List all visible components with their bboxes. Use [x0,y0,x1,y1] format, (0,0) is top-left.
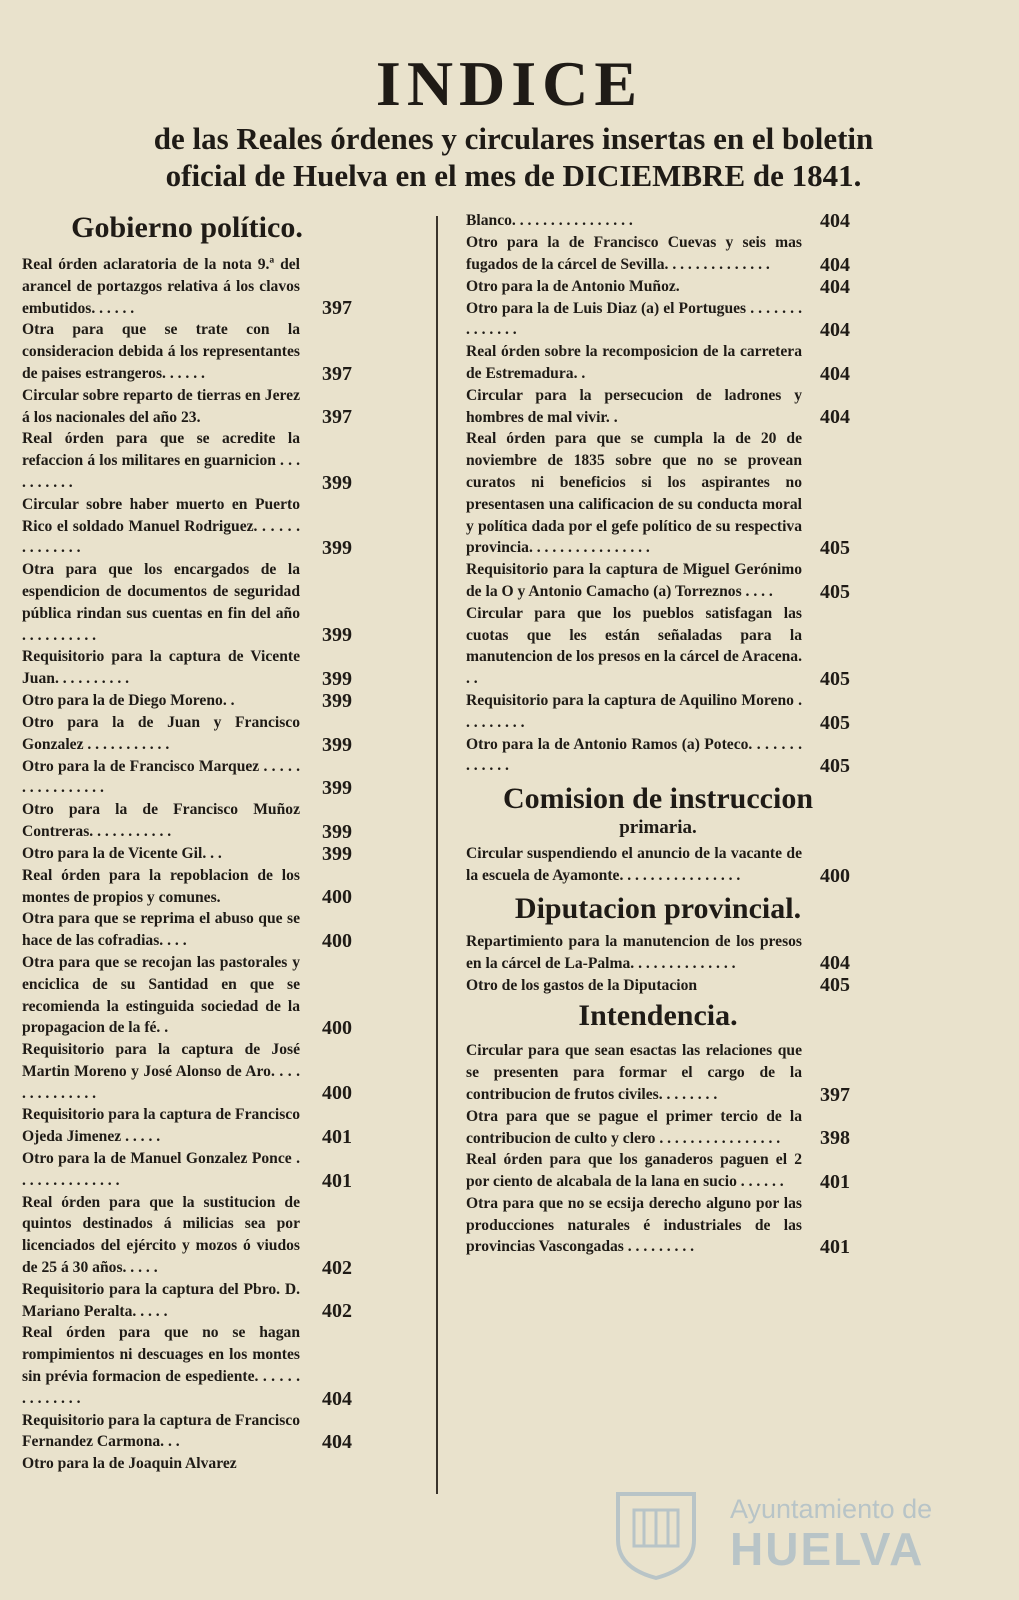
entry-text: Otra para que los encargados de la espendicion de documentos de seguridad pública rindan sus cuentas en fin del año . . . . . . . . . . [22,561,300,644]
index-entry [466,559,850,603]
index-entry [22,494,352,559]
entry-page-number: 399 [322,624,352,647]
index-entry [466,690,850,734]
index-entry [466,1106,850,1150]
section-intendencia: Intendencia. [578,999,738,1033]
entry-text: Otro para la de Joaquin Alvarez [22,1455,237,1473]
entry-page-number: 399 [322,471,352,494]
entry-page-number: 400 [820,864,850,887]
entry-page-number: 399 [322,777,352,800]
entry-text: Otro para la de Juan y Francisco Gonzalez . . . . . . . . . . . [22,713,300,753]
entry-text: Real órden sobre la recomposicion de la carretera de Estremadura. . [466,343,802,382]
index-entry [22,799,352,843]
right-entry-list-a [466,210,850,777]
index-entry [466,734,850,778]
watermark [612,1488,932,1580]
entry-page-number: 399 [322,537,352,560]
index-entry [466,298,850,342]
entry-text: Circular para la persecucion de ladrones y hombres de mal vivir. . [466,386,802,426]
entry-page-number: 399 [322,689,352,712]
entry-page-number: 402 [322,1300,352,1323]
watermark-line-1: Ayuntamiento de [730,1494,933,1524]
entry-page-number: 404 [322,1431,352,1454]
index-entry [22,1322,352,1409]
document-header [0,48,1019,194]
subtitle-line-2: oficial de Huelva en el mes de DICIEMBRE de 1841. [165,158,862,193]
entry-page-number: 399 [322,842,352,865]
index-entry [466,603,850,690]
index-entry [22,1148,352,1192]
entry-page-number: 404 [820,406,850,429]
index-entry [466,276,850,298]
index-entry [466,1149,850,1193]
index-entry [22,712,352,756]
entry-text: Requisitorio para la captura de Aquilino Moreno . . . . . . . . . [466,691,802,731]
entry-page-number: 404 [820,275,850,298]
entry-page-number: 405 [820,667,850,690]
entry-page-number: 399 [322,667,352,690]
index-entry [466,1040,850,1105]
index-entry [466,843,850,887]
index-entry [466,1193,850,1258]
entry-text: Real órden aclaratoria de la nota 9.ª del arancel de portazgos relativa á los clavos embutidos. . . . . . [22,256,300,317]
index-entry [22,865,352,909]
entry-text: Circular sobre reparto de tierras en Jerez á los nacionales del año 23. [22,386,300,426]
index-entry [22,690,352,712]
index-entry [22,559,352,646]
entry-text: Requisitorio para la captura de Miguel Gerónimo de la O y Antonio Camacho (a) Torreznos . . . . [466,561,802,600]
entry-text: Requisitorio para la captura de Vicente Juan. . . . . . . . . . [22,648,300,688]
entry-text: Otro de los gastos de la Diputacion [466,976,698,994]
entry-page-number: 400 [322,1082,352,1105]
section-comision-instruccion: Comision de instruccion [502,782,814,816]
entry-text: Otro para la de Francisco Cuevas y seis mas fugados de la cárcel de Sevilla. . . . . . . . . . . . . . [466,234,802,273]
entry-text: Real órden para que se acredite la refaccion á los militares en guarnicion . . . . . . . . . . [22,430,300,491]
entry-text: Real órden para que los ganaderos paguen el 2 por ciento de alcabala de la lana en sucio . . . . . . [466,1151,802,1191]
entry-page-number: 401 [322,1169,352,1192]
index-entry [22,952,352,1039]
entry-page-number: 404 [820,253,850,276]
watermark-line-2: HUELVA [730,1523,925,1575]
entry-page-number: 400 [322,929,352,952]
entry-text: Circular para que los pueblos satisfagan las cuotas que les están señaladas para la manutencion de los presos en la cárcel de Aracena. . . [466,604,802,688]
entry-page-number: 405 [820,974,850,997]
section-gobierno-politico: Gobierno político. [71,211,303,244]
entry-text: Requisitorio para la captura de Francisco Ojeda Jimenez . . . . . [22,1106,300,1146]
right-entry-list-c [466,931,850,997]
index-entry [22,428,352,493]
index-entry [22,756,352,800]
index-entry [466,210,850,232]
entry-text: Otra para que se reprima el abuso que se hace de las cofradias. . . . [22,910,300,950]
index-title: INDICE [375,48,644,119]
entry-text: Otro para la de Luis Diaz (a) el Portugues . . . . . . . . . . . . . . [466,299,802,339]
index-entry [22,385,352,429]
index-entry [466,232,850,276]
entry-text: Otro para la de Vicente Gil. . . [22,844,222,862]
entry-text: Requisitorio para la captura de Francisco Fernandez Carmona. . . [22,1411,300,1451]
index-entry [22,843,352,865]
entry-text: Otra para que se recojan las pastorales y enciclica de su Santidad en que se recomienda la estinguida sociedad de la propagacion de la fé. . [22,953,300,1037]
index-entry [22,908,352,952]
index-entry [466,974,850,996]
entry-text: Otro para la de Manuel Gonzalez Ponce . . . . . . . . . . . . . . [22,1150,300,1189]
entry-page-number: 397 [322,297,352,320]
entry-page-number: 405 [820,755,850,778]
entry-text: Circular suspendiendo el anuncio de la vacante de la escuela de Ayamonte. . . . . . . . . . . . . . . . [466,845,802,884]
index-entry [22,1453,352,1475]
entry-text: Otro para la de Francisco Marquez . . . . . . . . . . . . . . . . [22,757,300,797]
entry-page-number: 404 [820,952,850,975]
entry-page-number: 397 [820,1083,850,1106]
entry-text: Real órden para que se cumpla la de 20 de noviembre de 1835 sobre que no se provean curatos ni beneficios si los aspirantes no presentasen una calificacion de su conducta moral y política dada por el gefe político de su respectiva provincia. . . . . . . . . . . . . . . . [466,430,802,557]
entry-text: Otra para que no se ecsija derecho alguno por las producciones naturales é industriales de las provincias Vascongadas . . . . . . . . . [466,1194,802,1256]
entry-text: Requisitorio para la captura de José Martin Moreno y José Alonso de Aro. . . . . . . . . . . . . . [22,1041,300,1102]
entry-text: Real órden para que no se hagan rompimientos ni descuages en los montes sin prévia formacion de espediente. . . . . . . . . . . . . . [22,1324,300,1407]
entry-text: Circular sobre haber muerto en Puerto Rico el soldado Manuel Rodriguez. . . . . . . . . . . . . . [22,495,300,557]
entry-text: Otro para la de Diego Moreno. . [22,692,235,710]
left-column [22,210,352,1475]
entry-text: Requisitorio para la captura del Pbro. D. Mariano Peralta. . . . . [22,1280,300,1320]
right-entry-list-b [466,843,850,887]
entry-page-number: 405 [820,711,850,734]
entry-page-number: 401 [820,1236,850,1259]
entry-page-number: 399 [322,733,352,756]
index-entry [22,319,352,384]
index-entry [22,254,352,319]
entry-text: Repartimiento para la manutencion de los presos en la cárcel de La-Palma. . . . . . . . . . . . . . [466,932,802,972]
entry-text: Real órden para que la sustitucion de quintos destinados á milicias sea por licenciados del ejército y mozos ó viudos de 25 á 30 años. . . . . [22,1193,300,1277]
index-entry [466,931,850,975]
subtitle-line-1: de las Reales órdenes y circulares insertas en el boletin [153,121,874,156]
entry-page-number: 401 [322,1126,352,1149]
entry-text: Otro para la de Antonio Muñoz. [466,277,680,295]
right-entry-list-d [466,1040,850,1258]
city-shield-icon [612,1488,700,1580]
column-divider [436,216,438,1494]
index-entry [22,1410,352,1454]
entry-page-number: 404 [820,210,850,232]
index-entry [466,341,850,385]
entry-text: Otro para la de Francisco Muñoz Contreras. . . . . . . . . . . [22,801,300,840]
entry-page-number: 405 [820,537,850,560]
entry-page-number: 400 [322,1017,352,1040]
entry-text: Otro para la de Antonio Ramos (a) Poteco. . . . . . . . . . . . . [466,735,802,775]
entry-text: Real órden para la repoblacion de los montes de propios y comunes. [22,866,300,906]
entry-page-number: 404 [820,319,850,342]
entry-page-number: 402 [322,1256,352,1279]
index-entry [22,1039,352,1104]
index-entry [22,1192,352,1279]
entry-text: Circular para que sean esactas las relaciones que se presenten para formar el cargo de la contribucion de frutos civiles. . . . . . . . [466,1042,802,1103]
entry-page-number: 400 [322,886,352,909]
entry-page-number: 405 [820,580,850,603]
entry-page-number: 399 [322,820,352,843]
entry-text: Otra para que se trate con la consideracion debida á los representantes de paises estrangeros. . . . . . [22,321,300,382]
index-entry [22,646,352,690]
left-entry-list [22,254,352,1475]
index-entry [466,385,850,429]
entry-page-number: 397 [322,406,352,429]
section-diputacion-provincial: Diputacion provincial. [514,891,802,925]
right-column [466,210,850,1258]
index-entry [22,1104,352,1148]
entry-text: Otra para que se pague el primer tercio de la contribucion de culto y clero . . . . . . . . . . . . . . . . [466,1107,802,1147]
section-comision-subtitle: primaria. [619,817,697,839]
entry-page-number: 404 [820,362,850,385]
entry-page-number: 398 [820,1127,850,1150]
index-entry [466,428,850,559]
entry-page-number: 404 [322,1387,352,1410]
index-entry [22,1279,352,1323]
entry-page-number: 397 [322,362,352,385]
entry-page-number: 401 [820,1170,850,1193]
entry-text: Blanco. . . . . . . . . . . . . . . . [466,212,633,230]
